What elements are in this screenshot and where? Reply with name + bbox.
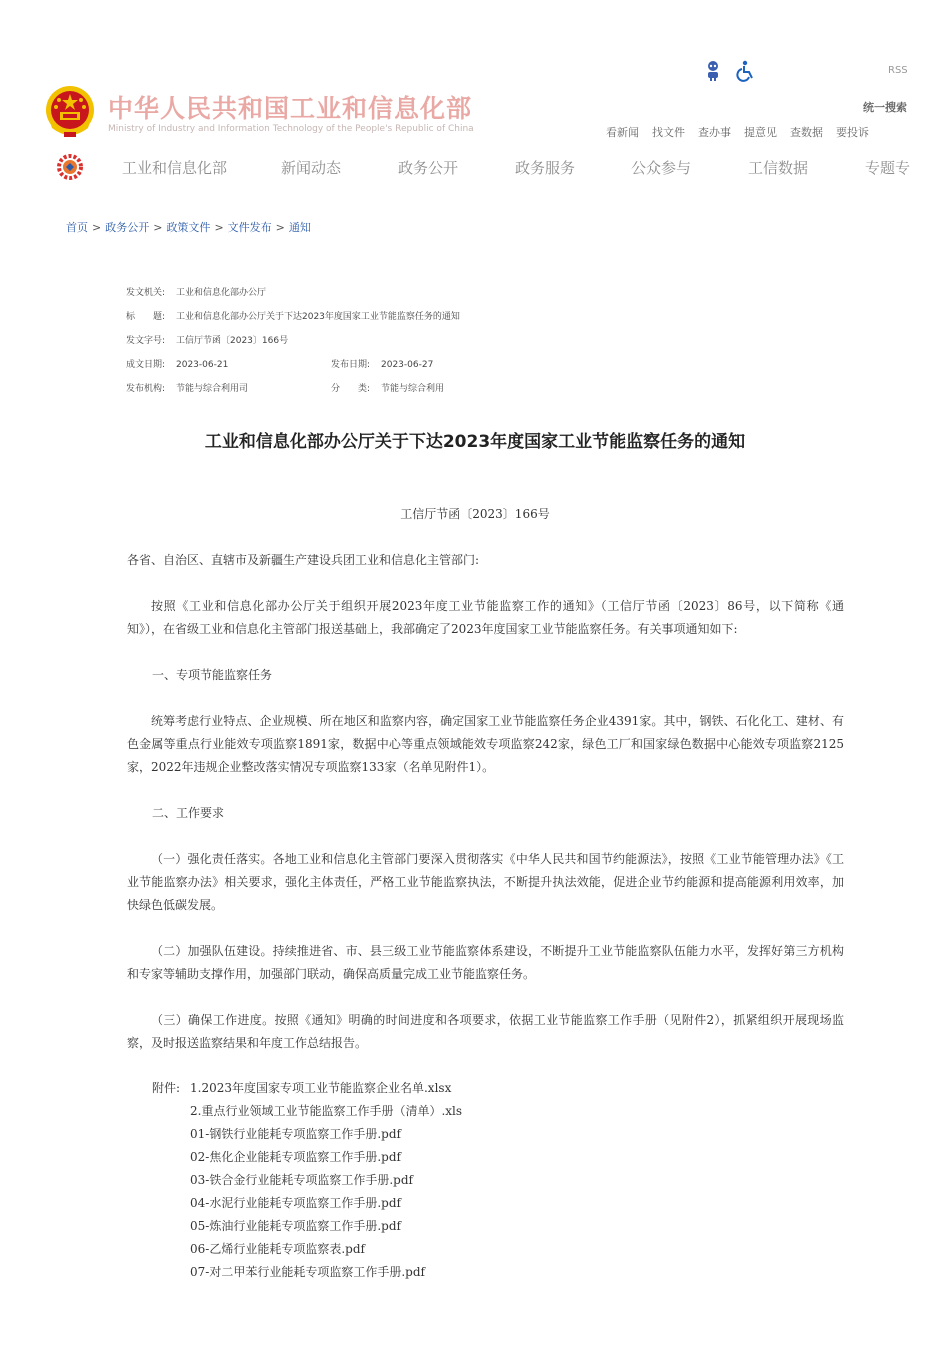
salutation: 各省、自治区、直辖市及新疆生产建设兵团工业和信息化主管部门:	[127, 553, 480, 567]
breadcrumb-separator: >	[92, 221, 102, 234]
attachment-link[interactable]: 03-铁合金行业能耗专项监察工作手册.pdf	[190, 1173, 413, 1187]
quick-link-feedback[interactable]: 提意见	[744, 126, 777, 139]
attachment-link[interactable]: 04-水泥行业能耗专项监察工作手册.pdf	[190, 1196, 401, 1210]
meta-org-value: 节能与综合利用司	[176, 384, 249, 394]
rss-link[interactable]: RSS	[888, 65, 908, 76]
meta-docno-label: 发文字号:	[126, 336, 166, 346]
article-title: 工业和信息化部办公厅关于下达2023年度国家工业节能监察任务的通知	[204, 432, 746, 452]
site-subtitle: Ministry of Industry and Information Technology of the People's Republic of China	[108, 124, 474, 134]
intro-paragraph: 按照《工业和信息化部办公厅关于组织开展2023年度工业节能监察工作的通知》（工信厅节函〔2023〕86号，以下简称《通知》），在省级工业和信息化主管部门报送基础上，我部确定了2023年度国家工业节能监察任务。有关事项通知如下:	[127, 599, 844, 636]
meta-category-value: 节能与综合利用	[381, 384, 445, 394]
attachment-link[interactable]: 2.重点行业领域工业节能监察工作手册（清单）.xls	[190, 1104, 463, 1118]
meta-title-label: 标 题:	[126, 312, 166, 322]
meta-docno	[126, 333, 288, 346]
breadcrumb-release[interactable]: 文件发布	[227, 221, 272, 234]
meta-issuer	[126, 285, 266, 298]
nav-topics[interactable]: 专题专	[865, 159, 911, 177]
national-emblem-icon[interactable]	[44, 84, 96, 140]
quick-link-complaint[interactable]: 要投诉	[836, 126, 869, 139]
quick-link-data[interactable]: 查数据	[790, 126, 823, 139]
nav-gov-open[interactable]: 政务公开	[398, 159, 459, 177]
quick-link-services[interactable]: 查办事	[698, 126, 731, 139]
nav-data[interactable]: 工信数据	[748, 159, 809, 177]
breadcrumb-separator: >	[214, 221, 224, 234]
breadcrumb-separator: >	[275, 221, 285, 234]
site-title[interactable]: 中华人民共和国工业和信息化部	[108, 94, 473, 123]
meta-issuer-value: 工业和信息化部办公厅	[176, 288, 267, 298]
meta-title	[126, 309, 460, 322]
robot-icon[interactable]	[704, 60, 722, 82]
nav-gov-services[interactable]: 政务服务	[515, 159, 576, 177]
gear-logo-icon[interactable]	[56, 153, 84, 181]
meta-published-value: 2023-06-27	[381, 360, 434, 370]
breadcrumb-gov-open[interactable]: 政务公开	[105, 221, 150, 234]
requirement-3: （三）确保工作进度。按照《通知》明确的时间进度和各项要求，依据工业节能监察工作手册（见附件2），抓紧组织开展现场监察，及时报送监察结果和年度工作总结报告。	[127, 1013, 844, 1050]
meta-org-label: 发布机构:	[126, 384, 166, 394]
meta-written-date	[126, 357, 228, 370]
meta-docno-value: 工信厅节函〔2023〕166号	[176, 336, 289, 346]
section2-heading: 二、工作要求	[152, 806, 225, 820]
meta-org	[126, 381, 248, 394]
meta-category-label: 分 类:	[331, 384, 371, 394]
breadcrumb-notice[interactable]: 通知	[288, 221, 311, 234]
attachment-link[interactable]: 06-乙烯行业能耗专项监察表.pdf	[190, 1242, 365, 1256]
quick-link-files[interactable]: 找文件	[652, 126, 685, 139]
nav-news[interactable]: 新闻动态	[281, 159, 342, 177]
section1-paragraph: 统筹考虑行业特点、企业规模、所在地区和监察内容，确定国家工业节能监察任务企业4391家。其中，钢铁、石化化工、建材、有色金属等重点行业能效专项监察1891家，数据中心等重点领域能效专项监察242家，绿色工厂和国家绿色数据中心能效专项监察2125家，2022年违规企业整改落实情况专项监察133家（名单见附件1）。	[127, 714, 844, 774]
section1-heading: 一、专项节能监察任务	[152, 668, 273, 682]
breadcrumb-home[interactable]: 首页	[66, 221, 88, 234]
unified-search-link[interactable]: 统一搜索	[863, 101, 907, 114]
nav-public[interactable]: 公众参与	[631, 159, 692, 177]
main-nav	[96, 157, 950, 179]
quick-links	[606, 124, 869, 140]
nav-miit[interactable]: 工业和信息化部	[122, 159, 228, 177]
attachment-link[interactable]: 01-钢铁行业能耗专项监察工作手册.pdf	[190, 1127, 401, 1141]
attachment-link[interactable]: 05-炼油行业能耗专项监察工作手册.pdf	[190, 1219, 401, 1233]
meta-issuer-label: 发文机关:	[126, 288, 166, 298]
requirement-1: （一）强化责任落实。各地工业和信息化主管部门要深入贯彻落实《中华人民共和国节约能源法》，按照《工业节能管理办法》《工业节能监察办法》相关要求，强化主体责任，严格工业节能监察执法，不断提升执法效能，促进企业节约能源和提高能源利用效率，加快绿色低碳发展。	[127, 852, 844, 912]
meta-published-label: 发布日期:	[331, 360, 371, 370]
requirement-2: （二）加强队伍建设。持续推进省、市、县三级工业节能监察体系建设，不断提升工业节能监察队伍能力水平，发挥好第三方机构和专家等辅助支撑作用，加强部门联动，确保高质量完成工业节能监察任务。	[127, 944, 844, 981]
attachment-link[interactable]: 1.2023年度国家专项工业节能监察企业名单.xlsx	[190, 1081, 452, 1095]
breadcrumb-policy[interactable]: 政策文件	[166, 221, 211, 234]
attachment-link[interactable]: 02-焦化企业能耗专项监察工作手册.pdf	[190, 1150, 401, 1164]
meta-published-date	[331, 357, 433, 370]
meta-written-label: 成文日期:	[126, 360, 166, 370]
doc-number: 工信厅节函〔2023〕166号	[400, 507, 550, 521]
breadcrumb-separator: >	[153, 221, 163, 234]
meta-title-value: 工业和信息化部办公厅关于下达2023年度国家工业节能监察任务的通知	[176, 312, 460, 322]
breadcrumb	[66, 219, 311, 235]
attachment-link[interactable]: 07-对二甲苯行业能耗专项监察工作手册.pdf	[190, 1265, 425, 1279]
quick-link-news[interactable]: 看新闻	[606, 126, 639, 139]
meta-written-value: 2023-06-21	[176, 360, 229, 370]
accessibility-icon[interactable]	[736, 60, 756, 82]
attachments-label: 附件:	[152, 1081, 181, 1095]
meta-category	[331, 381, 444, 394]
